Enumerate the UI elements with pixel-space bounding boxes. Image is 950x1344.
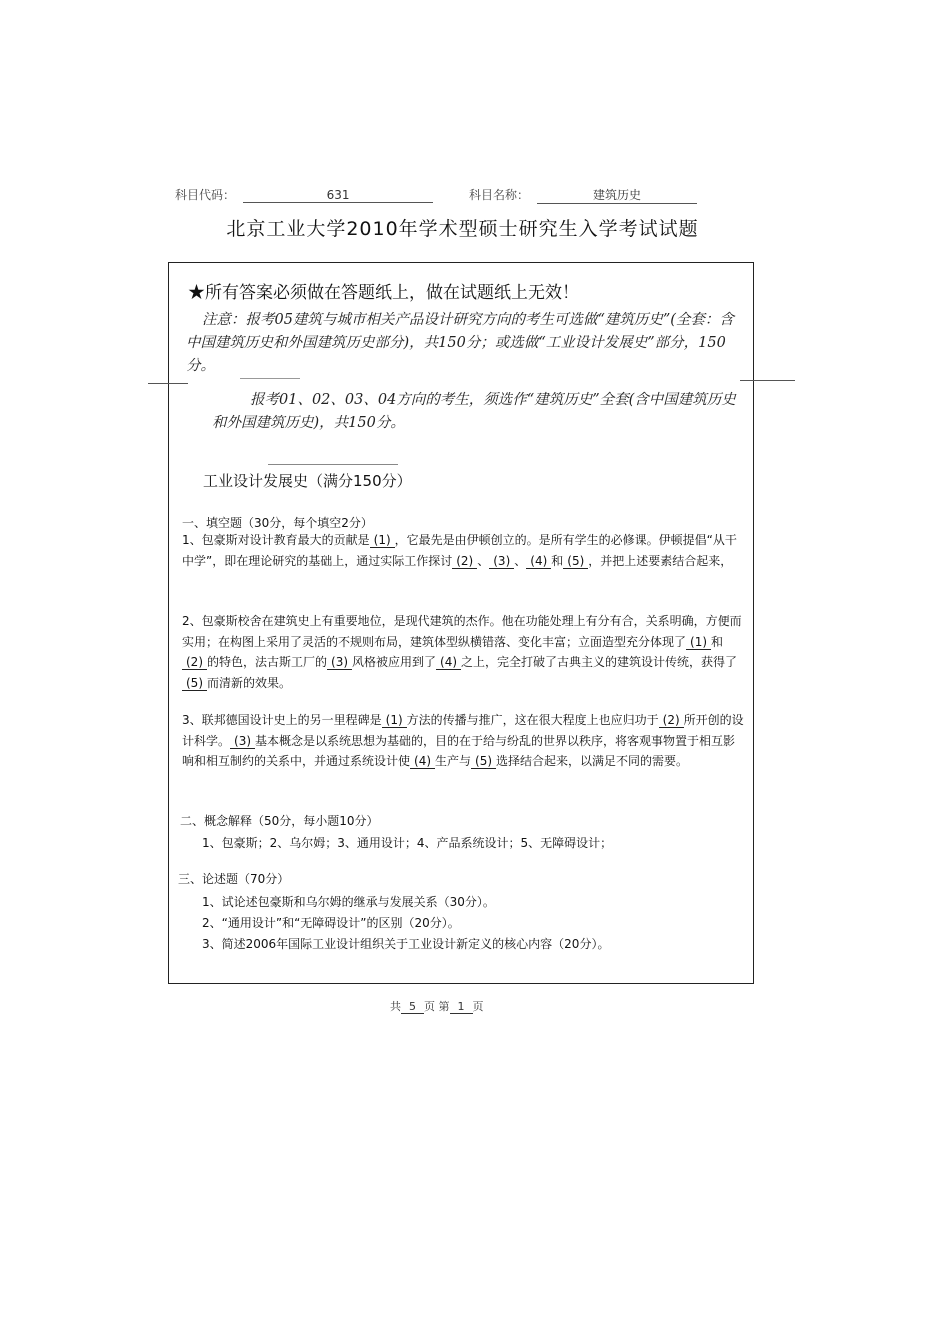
blank-5: (5) (563, 554, 588, 569)
part3-heading: 三、论述题（70分） (178, 872, 290, 886)
question-1-3 (182, 710, 747, 772)
note-direction-01-04: 报考01、02、03、04方向的考生，须选作“建筑历史”全套(含中国建筑历史和外国建筑历史)，共150分。 (212, 392, 736, 431)
scan-artifact-line (268, 464, 398, 465)
question-text: 1、包豪斯对设计教育最大的贡献是 (182, 533, 370, 547)
part2-items: 1、包豪斯；2、乌尔姆；3、通用设计；4、产品系统设计；5、无障碍设计； (202, 836, 613, 850)
question-text: 风格被应用到了 (352, 655, 437, 669)
part3-item-3: 3、简述2006年国际工业设计组织关于工业设计新定义的核心内容（20分）。 (202, 937, 610, 951)
page-unit: 页 (472, 1000, 484, 1013)
question-1-2 (182, 611, 747, 693)
blank-5: (5) (471, 754, 496, 769)
subject-code-value: 631 (243, 188, 433, 203)
part3-item-1: 1、试论述包豪斯和乌尔姆的继承与发展关系（30分）。 (202, 895, 495, 909)
blank-1: (1) (370, 533, 395, 548)
separator: 和 (711, 634, 724, 649)
part2-heading: 二、概念解释（50分，每小题10分） (180, 814, 379, 828)
blank-2: (2) (182, 655, 207, 670)
blank-4: (4) (526, 554, 551, 569)
question-text: 选择结合起来，以满足不同的需要。 (496, 754, 689, 768)
total-pages: 5 (401, 1000, 424, 1014)
question-text: 而清新的效果。 (207, 675, 292, 690)
question-text: 3、联邦德国设计史上的另一里程碑是 (182, 713, 382, 727)
question-text: ，它最先是由伊顿创立的。是所有学生的必修课。伊顿提倡“从干中学”，即在理论研究的基础上，通过实际工作探讨 (182, 533, 737, 568)
blank-2: (2) (659, 713, 684, 728)
blank-5: (5) (182, 676, 207, 691)
blank-3: (3) (230, 734, 255, 749)
blank-3: (3) (489, 554, 514, 569)
blank-3: (3) (327, 655, 352, 670)
page-unit: 页 (424, 1000, 435, 1013)
question-1-1 (182, 530, 747, 571)
blank-4: (4) (436, 655, 461, 670)
blank-1: (1) (686, 635, 711, 650)
section-title: 工业设计发展史（满分150分） (203, 472, 412, 490)
blank-2: (2) (452, 554, 477, 569)
note-direction-05: 注意：报考05建筑与城市相关产品设计研究方向的考生可选做“建筑历史”(全套：含中国建筑历史和外国建筑历史部分)，共150分；或选做“工业设计发展史”部分，150分。 (186, 312, 734, 374)
blank-1: (1) (382, 713, 407, 728)
scan-artifact-line (240, 378, 300, 379)
blank-4: (4) (410, 754, 435, 769)
question-text: 基本概念是以系统思想为基础的，目的在于给与纷乱的世界以秩序，将客观事物置于相互影响和相互制约的关系中，并通过系统设计使 (182, 733, 736, 768)
separator: 和 (551, 553, 564, 568)
separator: 、 (477, 553, 490, 568)
question-text: 的特色，法古斯工厂的 (207, 655, 328, 669)
scan-artifact-line (740, 380, 795, 381)
part3-item-2: 2、“通用设计”和“无障碍设计”的区别（20分）。 (202, 916, 460, 930)
question-text: 2、包豪斯校舍在建筑史上有重要地位，是现代建筑的杰作。他在功能处理上有分有合，关系明确，方便而实用；在构图上采用了灵活的不规则布局，建筑体型纵横错落、变化丰富；立面造型充分体现了 (182, 614, 742, 649)
question-text: 方法的传播与推广，这在很大程度上也应归功于 (406, 713, 659, 727)
page-footer (390, 998, 484, 1014)
question-text: ，并把上述要素结合起来， (588, 553, 733, 568)
question-text: 生产与 (435, 754, 472, 768)
subject-name-value: 建筑历史 (537, 186, 697, 204)
scan-artifact-line (148, 383, 188, 384)
subject-header (175, 186, 750, 204)
total-label: 共 (390, 1000, 401, 1013)
page-label: 第 (438, 1000, 450, 1013)
question-text: 之上，完全打破了古典主义的建筑设计传统，获得了 (461, 655, 738, 669)
separator: 、 (514, 553, 527, 568)
answer-notice: ★所有答案必须做在答题纸上，做在试题纸上无效！ (188, 283, 579, 303)
exam-title: 北京工业大学2010年学术型硕士研究生入学考试试题 (226, 218, 699, 240)
subject-code-label: 科目代码： (175, 188, 236, 202)
subject-name-label: 科目名称： (469, 188, 530, 202)
part1-heading: 一、填空题（30分，每个填空2分） (182, 516, 373, 530)
page-number: 1 (450, 1000, 473, 1014)
question-text: 所开创的设计科学。 (182, 713, 744, 748)
